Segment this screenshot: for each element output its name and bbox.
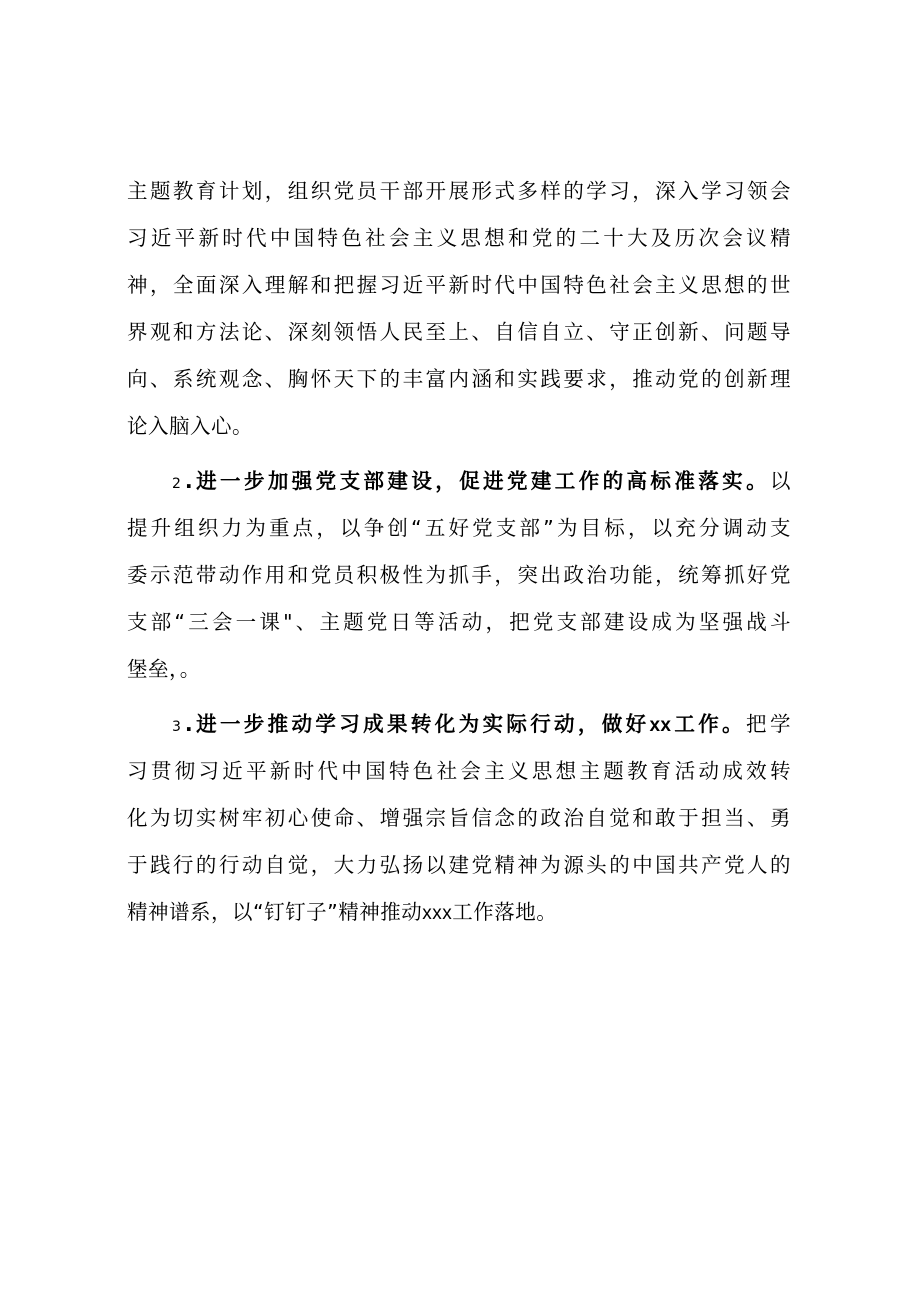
paragraph-3: [127, 701, 791, 936]
paragraph-spacer: [127, 693, 791, 701]
section-heading-placeholder: xx: [649, 715, 672, 736]
paragraph-3-line-1-rest: 把学: [745, 712, 792, 736]
paragraph-3-line-2: 习贯彻习近平新时代中国特色社会主义思想主题教育活动成效转: [127, 759, 791, 783]
paragraph-2-line-1: [127, 458, 791, 505]
paragraph-2: [127, 458, 791, 693]
paragraph-1-line-5: 向、系统观念、胸怀天下的丰富内涵和实践要求，推动党的创新理: [127, 367, 791, 391]
paragraph-1-line-3: 神，全面深入理解和把握习近平新时代中国特色社会主义思想的世: [127, 273, 791, 297]
placeholder-text: xxx: [422, 903, 453, 924]
paragraph-3-line-4: 于践行的行动自觉，大力弘扬以建党精神为源头的中国共产党人的: [127, 853, 791, 877]
section-heading: [185, 712, 746, 736]
paragraph-2-line-2: 提升组织力为重点，以争创“五好党支部”为目标，以充分调动支: [127, 516, 791, 540]
paragraph-2-line-1-rest: 以: [770, 469, 791, 493]
section-heading-part-1: .进一步推动学习成果转化为实际行动，做好: [184, 712, 650, 736]
paragraph-3-line-5: [127, 889, 791, 936]
paragraph-3-last-part-1: 精神谱系，以“钉钉子”精神推动: [127, 900, 423, 924]
paragraph-2-line-5: 堡垒，。: [127, 657, 201, 681]
paragraph-1-line-2: 习近平新时代中国特色社会主义思想和党的二十大及历次会议精: [127, 226, 791, 250]
document-body: [127, 168, 791, 936]
section-heading: .进一步加强党支部建设，促进党建工作的高标准落实。: [184, 469, 770, 493]
paragraph-3-last-part-2: 工作落地。: [452, 900, 558, 924]
paragraph-2-line-3: 委示范带动作用和党员积极性为抓手，突出政治功能，统筹抓好党: [127, 563, 791, 587]
paragraph-2-line-4: 支部“三会一课"、主题党日等活动，把党支部建设成为坚强战斗: [127, 610, 791, 634]
paragraph-1-line-4: 界观和方法论、深刻领悟人民至上、自信自立、守正创新、问题导: [127, 320, 791, 344]
paragraph-1-line-1: 主题教育计划，组织党员干部开展形式多样的学习，深入学习领会: [127, 179, 791, 203]
paragraph-3-line-3: 化为切实树牢初心使命、增强宗旨信念的政治自觉和敢于担当、勇: [127, 806, 791, 830]
paragraph-1-line-6: 论入脑入心。: [127, 414, 253, 438]
item-number: 3: [172, 719, 181, 735]
paragraph-3-line-1: [127, 701, 791, 748]
paragraph-1: [127, 168, 791, 450]
paragraph-spacer: [127, 450, 791, 458]
section-heading-part-2: 工作。: [671, 712, 746, 736]
item-number: 2: [172, 476, 181, 492]
